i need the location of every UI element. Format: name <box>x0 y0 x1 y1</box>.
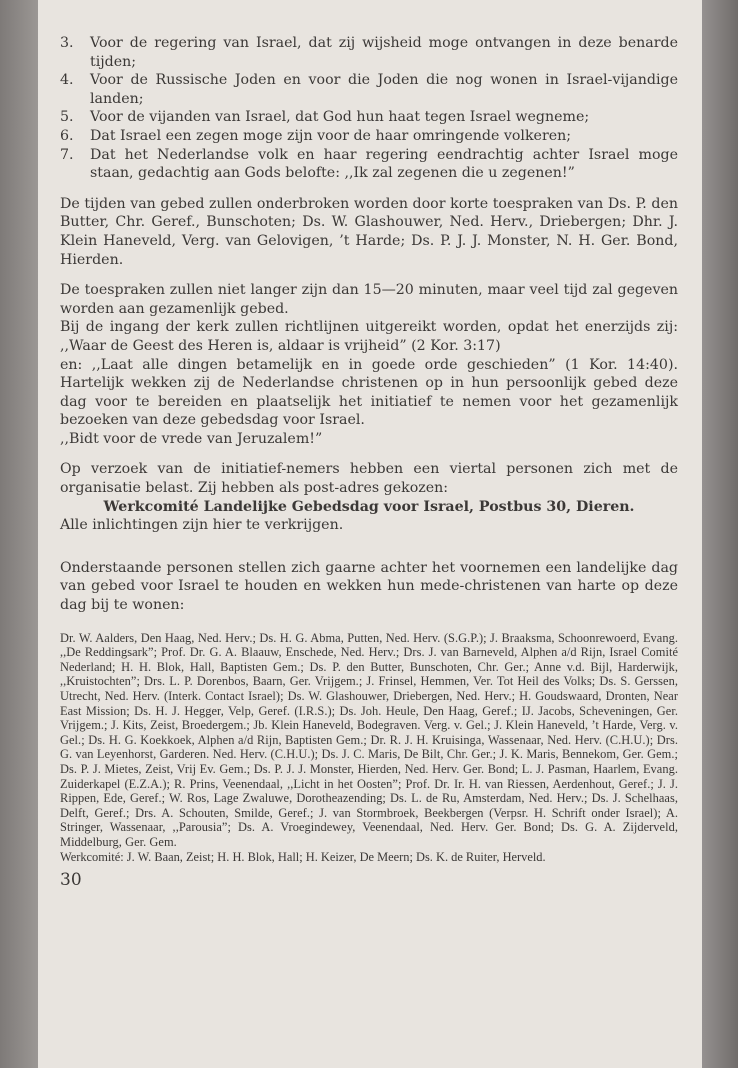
list-item-text: Voor de vijanden van Israel, dat God hun haat tegen Israel wegneme; <box>90 109 590 126</box>
scan-right-edge <box>702 0 738 1068</box>
speakers-paragraph: De tijden van gebed zullen onderbroken worden door korte toespraken van Ds. P. den Butter, Chr. Geref., Bunschoten; Ds. W. Glashouwer, Ned. Herv., Driebergen; Dhr. J. Klein Haneveld, Verg. van Gelovigen, ’t Harde; Ds. P. J. J. Monster, N. H. Ger. Bond, Hierden. <box>60 195 678 268</box>
jerusalem-quote: ,,Bidt voor de vrede van Jeruzalem!” <box>60 430 323 447</box>
list-item-text: Dat Israel een zegen moge zijn voor de haar omringende volkeren; <box>90 127 572 144</box>
list-item-number: 6. <box>60 127 74 144</box>
list-item-text: Voor de Russische Joden en voor die Joden die nog wonen in Israel-vijandige landen; <box>90 72 678 107</box>
order-paragraph: en: ,,Laat alle dingen betamelijk en in goede orde geschieden” (1 Kor. 14:40). Hartelijk wekken zij de Nederlandse christenen op in hun persoonlijk gebed deze dag voor te bereiden en plaatselijk het initiatief te nemen voor het gezamenlijk bezoeken van deze gebedsdag voor Israel. <box>60 356 678 429</box>
page-number: 30 <box>60 870 82 891</box>
list-item <box>60 71 678 108</box>
information-line: Alle inlichtingen zijn hier te verkrijgen. <box>60 517 344 534</box>
list-item <box>60 146 678 183</box>
postal-address: Werkcomité Landelijke Gebedsdag voor Israel, Postbus 30, Dieren. <box>103 498 635 515</box>
prayer-points-list <box>60 34 678 183</box>
duration-paragraph: De toespraken zullen niet langer zijn dan 15—20 minuten, maar veel tijd zal gegeven worden aan gezamenlijk gebed. <box>60 282 678 317</box>
list-item-number: 3. <box>60 35 74 51</box>
list-item-number: 7. <box>60 146 74 163</box>
supporters-intro: Onderstaande personen stellen zich gaarne achter het voornemen een landelijke dag van gebed voor Israel te houden en wekken hun mede-christenen van harte op deze dag bij te wonen: <box>60 559 678 614</box>
list-item <box>60 108 678 127</box>
list-item-text: Voor de regering van Israel, dat zij wijsheid moge ontvangen in deze benarde tijden; <box>90 35 678 70</box>
organisation-paragraph: Op verzoek van de initiatief-nemers hebben een viertal personen zich met de organisatie belast. Zij hebben als post-adres gekozen: <box>60 461 678 497</box>
guidelines-paragraph: Bij de ingang der kerk zullen richtlijnen uitgereikt worden, opdat het enerzijds zij: ,,Waar de Geest des Heren is, aldaar is vrijheid” (2 Kor. 3:17) <box>60 319 678 354</box>
document-page <box>38 0 702 1068</box>
scan-left-edge <box>0 0 38 1068</box>
committee-list: Werkcomité: J. W. Baan, Zeist; H. H. Blok, Hall; H. Keizer, De Meern; Ds. K. de Ruiter, Herveld. <box>60 849 546 864</box>
supporters-list: Dr. W. Aalders, Den Haag, Ned. Herv.; Ds. H. G. Abma, Putten, Ned. Herv. (S.G.P.); J. Braaksma, Schoonrewoerd, Evang. ,,De Reddingsark”; Prof. Dr. G. A. Blaauw, Enschede, Ned. Herv.; Drs. J. van Barneveld, Alphen a/d Rijn, Israel Comité Nederland; H. H. Blok, Hall, Baptisten Gem.; Ds. P. den Butter, Bunschoten, Chr. Ger.; Anne v.d. Bijl, Harderwijk, ,,Kruistochten”; Drs. L. P. Dorenbos, Baarn, Ger. Vrijgem.; J. Frinsel, Hemmen, Ver. Tot Heil des Volks; Ds. S. Gerssen, Utrecht, Ned. Herv. (Interk. Contact Israel); Ds. W. Glashouwer, Driebergen, Ned. Herv.; H. Goudswaard, Dronten, Near East Mission; Ds. H. J. Hegger, Velp, Geref. (I.R.S.); Ds. Joh. Heule, Den Haag, Geref.; IJ. Jacobs, Scheveningen, Ger. Vrijgem.; J. Kits, Zeist, Broedergem.; Jb. Klein Haneveld, Bodegraven. Verg. v. Gel.; J. Klein Haneveld, ’t Harde, Verg. v. Gel.; Ds. H. G. Koekkoek, Alphen a/d Rijn, Baptisten Gem.; Dr. R. J. H. Kruisinga, Wassenaar, Ned. Herv. (C.H.U.); Drs. G. van Leyenhorst, Garderen. Ned. Herv. (C.H.U.); Ds. J. C. Maris, De Bilt, Chr. Ger.; J. K. Maris, Bennekom, Ger. Gem.; Ds. P. J. Mietes, Zeist, Vrij Ev. Gem.; Ds. P. J. J. Monster, Hierden, Ned. Herv. Ger. Bond; L. J. Pasman, Haarlem, Evang. Zuiderkapel (E.Z.A.); R. Prins, Veenendaal, ,,Licht in het Oosten”; Prof. Dr. Ir. H. van Riessen, Aerdenhout, Geref.; J. J. Rippen, Ede, Geref.; W. Ros, Lage Zwaluwe, Dorotheazending; Ds. L. de Ru, Amsterdam, Ned. Herv.; Ds. J. Schelhaas, Delft, Geref.; Drs. A. Schouten, Smilde, Geref.; J. van Stormbroek, Beekbergen (Verpsr. H. Schrift onder Israel); A. Stringer, Wassenaar, ,,Parousia”; Ds. A. Vroegindewey, Veenendaal, Ned. Herv. Ger. Bond; Ds. G. A. Zijderveld, Middelburg, Ger. Gem. <box>60 630 678 849</box>
page-content <box>60 34 678 890</box>
list-item-number: 5. <box>60 109 74 126</box>
list-item <box>60 127 678 146</box>
list-item-number: 4. <box>60 72 74 89</box>
list-item-text: Dat het Nederlandse volk en haar regering eendrachtig achter Israel moge staan, gedachtig aan Gods belofte: ,,Ik zal zegenen die u zegenen!” <box>90 146 678 182</box>
list-item <box>60 34 678 71</box>
